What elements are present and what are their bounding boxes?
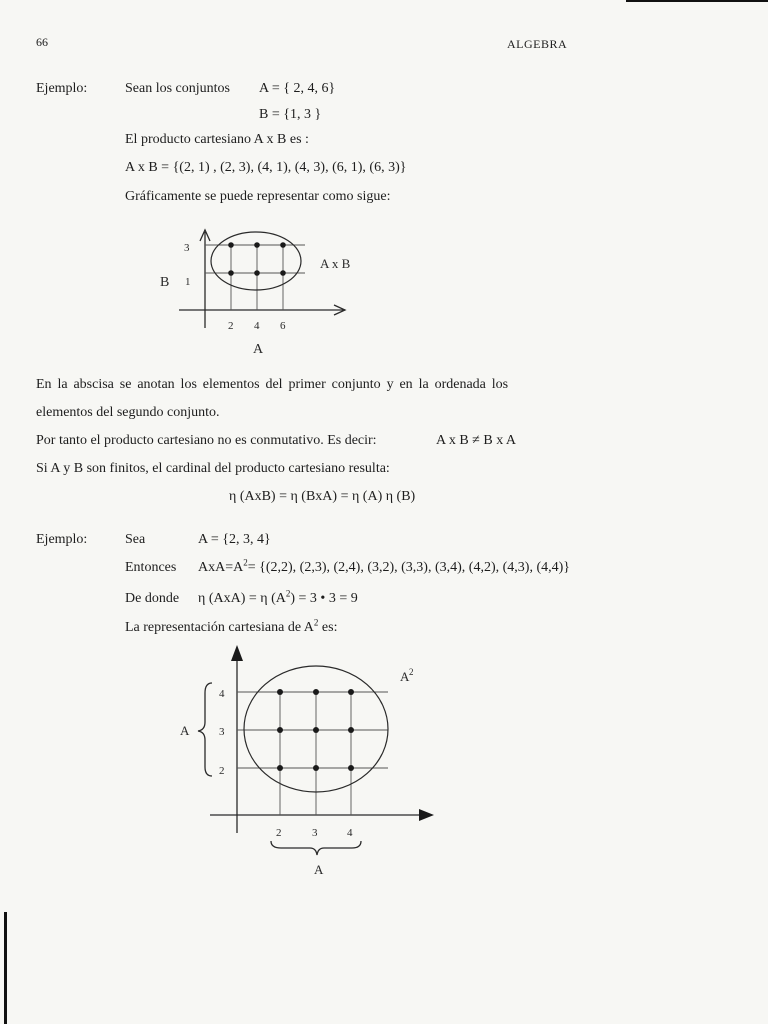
figure2-y-tick-4: 4	[219, 688, 225, 700]
figure1-y-tick-3: 3	[184, 242, 190, 254]
figure2-x-brace	[271, 841, 361, 855]
example2-sea: Sea	[125, 532, 146, 547]
point-4-4	[348, 689, 354, 695]
x-axis-arrowhead	[419, 809, 434, 821]
point-3-2	[313, 765, 319, 771]
figure1-y-tick-1: 1	[185, 276, 191, 288]
figure2-region-label: A	[400, 669, 410, 684]
cardinal-rhs: ) = 3 • 3 = 9	[290, 591, 358, 606]
figure2-x-tick-3: 3	[312, 827, 318, 839]
point-4-2	[348, 765, 354, 771]
figure2-x-tick-2: 2	[276, 827, 282, 839]
example-label-1: Ejemplo:	[36, 81, 88, 96]
axa-rhs: = {(2,2), (2,3), (2,4), (3,2), (3,3), (3,4), (4,2), (4,3), (4,4)}	[247, 560, 570, 575]
cardinal-formula: η (AxB) = η (BxA) = η (A) η (B)	[229, 489, 416, 504]
point-2-2	[277, 765, 283, 771]
figure1-x-tick-2: 2	[228, 320, 234, 332]
figure2-y-brace	[198, 683, 212, 776]
page-number: 66	[36, 35, 48, 49]
paragraph-line4: Si A y B son finitos, el cardinal del producto cartesiano resulta:	[36, 461, 390, 476]
point-4-3	[348, 727, 354, 733]
cardinal-lhs: η (AxA) = η (A	[198, 591, 286, 606]
example2-set-a: A = {2, 3, 4}	[198, 532, 271, 547]
scan-edge-bottom-left	[4, 912, 7, 1024]
paragraph-line2: elementos del segundo conjunto.	[36, 405, 220, 420]
y-axis-arrowhead	[231, 645, 243, 661]
point-2-4	[277, 689, 283, 695]
example1-intro: Sean los conjuntos	[125, 81, 230, 96]
figure1-x-label: A	[253, 342, 264, 357]
figure2-y-tick-2: 2	[219, 765, 225, 777]
example-label-2: Ejemplo:	[36, 532, 88, 547]
paragraph-relation: A x B ≠ B x A	[436, 433, 517, 448]
representation-rhs: es:	[318, 620, 338, 635]
axa-lhs: AxA=A	[198, 560, 244, 575]
example1-line1: El producto cartesiano A x B es :	[125, 132, 309, 147]
point-2-3	[277, 727, 283, 733]
point-3-4	[313, 689, 319, 695]
figure1-y-label: B	[160, 275, 170, 290]
axa-exponent: 2	[243, 557, 248, 568]
figure1-x-tick-4: 4	[254, 320, 260, 332]
figure2-x-tick-4: 4	[347, 827, 353, 839]
example1-product: A x B = {(2, 1) , (2, 3), (4, 1), (4, 3), (6, 1), (6, 3)}	[125, 160, 407, 175]
example1-set-b: B = {1, 3 }	[259, 107, 322, 122]
figure2-y-label: A	[180, 723, 190, 738]
figure2-y-tick-3: 3	[219, 726, 225, 738]
paragraph-line1: En la abscisa se anotan los elementos del primer conjunto y en la ordenada los	[36, 377, 509, 392]
figure1-x-tick-6: 6	[280, 320, 286, 332]
example2-entonces: Entonces	[125, 560, 177, 575]
representation-exponent: 2	[313, 617, 319, 628]
example1-set-a: A = { 2, 4, 6}	[259, 81, 336, 96]
example2-de-donde: De donde	[125, 591, 180, 606]
point-3-3	[313, 727, 319, 733]
paragraph-line3: Por tanto el producto cartesiano no es conmutativo. Es decir:	[36, 433, 377, 448]
figure2-gridlines	[237, 692, 388, 815]
running-title: ALGEBRA	[507, 37, 568, 51]
cardinal-exponent: 2	[285, 588, 291, 599]
figure1-region-label: A x B	[320, 256, 351, 271]
figure2-region-label-exponent: 2	[409, 667, 414, 677]
example1-line3: Gráficamente se puede representar como sigue:	[125, 189, 391, 204]
representation-lhs: La representación cartesiana de A	[125, 620, 314, 635]
figure2-x-label: A	[314, 862, 324, 877]
